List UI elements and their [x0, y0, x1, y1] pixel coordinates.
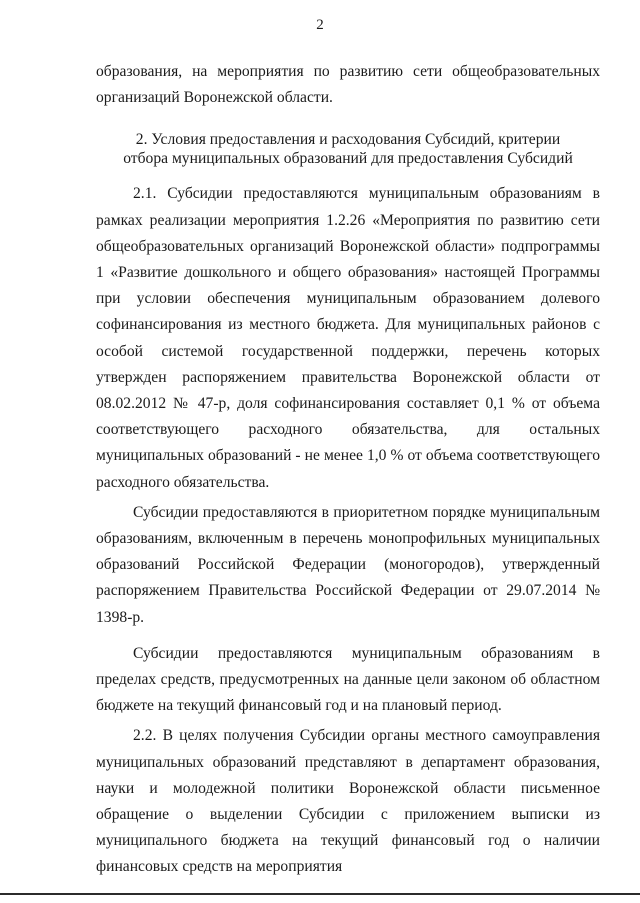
page-number: 2: [316, 17, 324, 33]
paragraph-2-1: 2.1. Субсидии предоставляются муниципальным образованиям в рамках реализации мероприятия 1.2.26 «Мероприятия по развитию сети общеобразовательных организаций Воронежской области» подпрограммы 1 «Развитие дошкольного и общего образования» настоящей Программы при условии обеспечения муниципальным образованием долевого софинансирования из местного бюджета. Для муниципальных районов с особой системой государственной поддержки, перечень которых утвержден распоряжением правительства Воронежской области от 08.02.2012 № 47-р, доля софинансирования составляет 0,1 % от объема соответствующего расходного обязательства, для остальных муниципальных образований - не менее 1,0 % от объема соответствующего расходного обязательства.: [96, 185, 600, 491]
page-bottom-divider: [0, 893, 640, 895]
section-heading-line-1: 2. Условия предоставления и расходования Субсидий, критерии: [135, 131, 561, 149]
intro-paragraph: образования, на мероприятия по развитию сети общеобразовательных организаций Воронежской области.: [96, 63, 600, 107]
paragraph-2-2: 2.2. В целях получения Субсидии органы местного самоуправления муниципальных образований представляют в департамент образования, науки и молодежной политики Воронежской области письменное обращение о выделении Субсидии с приложением выписки из муниципального бюджета на текущий финансовый год о наличии финансовых средств на мероприятия: [96, 727, 600, 876]
section-heading: [96, 131, 600, 168]
paragraph-priority: Субсидии предоставляются в приоритетном порядке муниципальным образованиям, включенным в перечень монопрофильных муниципальных образований Российской Федерации (моногородов), утвержденный распоряжением Правительства Российской Федерации от 29.07.2014 № 1398-р.: [96, 503, 600, 626]
document-body: [96, 59, 600, 881]
section-heading-line-2: отбора муниципальных образований для предоставления Субсидий: [123, 149, 573, 167]
paragraph-limits: Субсидии предоставляются муниципальным образованиям в пределах средств, предусмотренных на данные цели законом об областном бюджете на текущий финансовый год и на плановый период.: [96, 644, 600, 715]
